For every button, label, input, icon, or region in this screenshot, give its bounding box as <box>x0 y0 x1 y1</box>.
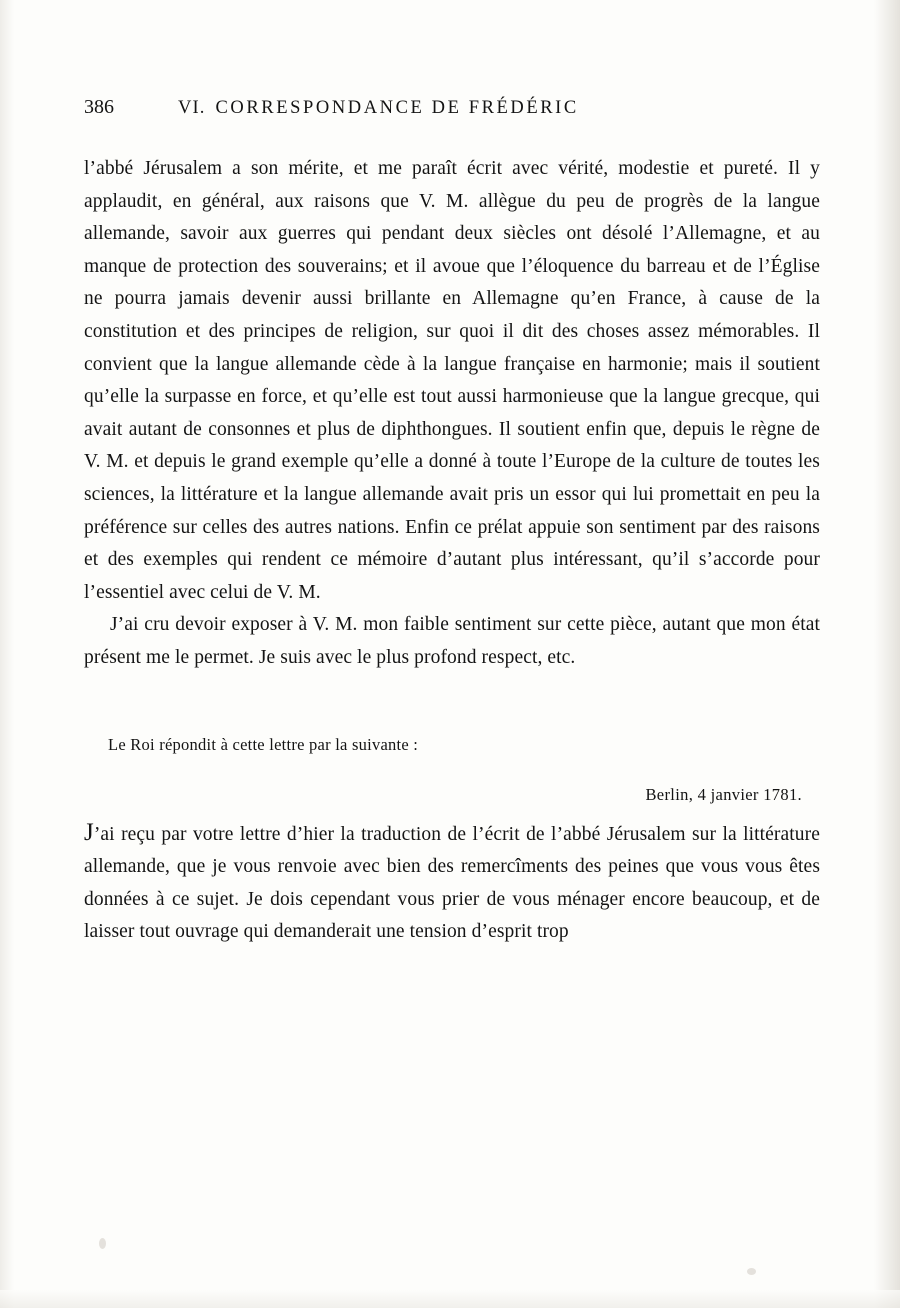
scan-speck <box>99 1238 106 1249</box>
body-paragraph-1: l’abbé Jérusalem a son mérite, et me paraît écrit avec vérité, modestie et pureté. Il y applaudit, en général, aux raisons que V. M. allègue du peu de progrès de la langue allemande, savoir aux guerres qui pendant deux siècles ont désolé l’Allemagne, et au manque de protection des souverains; et il avoue que l’éloquence du barreau et de l’Église ne pourra jamais devenir aussi brillante en Allemagne qu’en France, à cause de la constitution et des principes de religion, sur quoi il dit des choses assez mémorables. Il convient que la langue allemande cède à la langue française en harmonie; mais il soutient qu’elle la surpasse en force, et qu’elle est tout aussi harmonieuse que la langue grecque, qui avait autant de consonnes et plus de diphthongues. Il soutient enfin que, depuis le règne de V. M. et depuis le grand exemple qu’elle a donné à toute l’Europe de la culture de toutes les sciences, la littérature et la langue allemande avait pris un essor qui lui promettait en peu la préférence sur celles des autres nations. Enfin ce prélat appuie son sentiment par des raisons et des exemples qui rendent ce mémoire d’autant plus intéressant, qu’il s’accorde pour l’essentiel avec celui de V. M. <box>84 158 820 603</box>
letter-text: ’ai reçu par votre lettre d’hier la traduction de l’écrit de l’abbé Jérusalem sur la littérature allemande, que je vous renvoie avec bien des remercîments des peines que vous vous êtes données à ce sujet. Je dois cependant vous prier de vous ménager encore beaucoup, et de laisser tout ouvrage qui demanderait une tension d’esprit trop <box>84 823 820 943</box>
dateline-gap <box>84 805 820 819</box>
letter-body <box>84 819 820 949</box>
scan-edge-right <box>874 0 900 1308</box>
editorial-note: Le Roi répondit à cette lettre par la suivante : <box>108 734 419 754</box>
section-gap <box>84 675 820 731</box>
running-head <box>84 96 820 119</box>
drop-cap: J <box>84 818 94 846</box>
running-head-text: CORRESPONDANCE DE FRÉDÉRIC <box>215 98 579 118</box>
scan-edge-left <box>0 0 14 1308</box>
body-paragraph-2: J’ai cru devoir exposer à V. M. mon faible sentiment sur cette pièce, autant que mon état présent me le permet. Je suis avec le plus profond respect, etc. <box>84 614 820 668</box>
letter-dateline: Berlin, 4 janvier 1781. <box>645 784 802 804</box>
page-number: 386 <box>84 96 114 118</box>
running-head-numeral: VI. <box>178 98 206 118</box>
note-gap <box>84 759 820 785</box>
running-head-title <box>178 98 579 119</box>
page-content <box>84 96 820 949</box>
scan-edge-bottom <box>0 1290 900 1308</box>
scan-speck <box>747 1268 756 1275</box>
